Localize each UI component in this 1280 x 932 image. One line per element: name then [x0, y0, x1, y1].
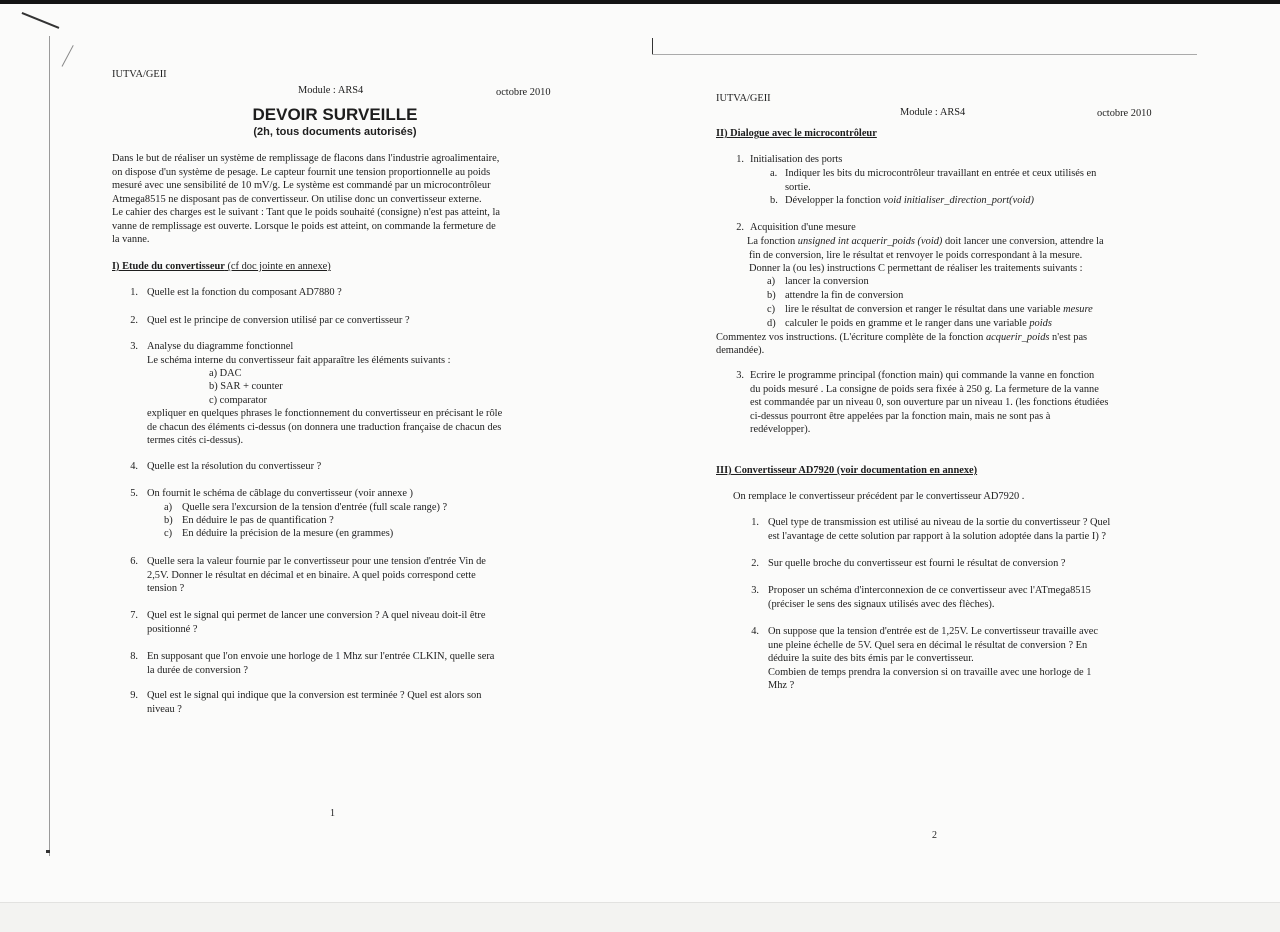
question-text: Acquisition d'une mesure: [750, 222, 856, 233]
section-1-title: I) Etude du convertisseur: [112, 261, 225, 272]
question-text: Sur quelle broche du convertisseur est fourni le résultat de conversion ?: [768, 558, 1066, 569]
comment-text: Commentez vos instructions. (L'écriture complète de la fonction: [716, 332, 986, 343]
question-number: 3.: [130, 341, 138, 352]
date-label: octobre 2010: [1097, 108, 1152, 119]
line-text: doit lancer une conversion, attendre la: [942, 236, 1104, 247]
section-2-heading: II) Dialogue avec le microcontrôleur: [716, 128, 877, 139]
section-1-note: (cf doc jointe en annexe): [224, 261, 331, 272]
question-text: Quel type de transmission est utilisé au niveau de la sortie du convertisseur ? Quel est l'avantage de cette solution par rapport à la solution adoptée dans la partie I) ?: [768, 517, 1111, 542]
page-title: DEVOIR SURVEILLE: [252, 105, 418, 124]
question-number: 3.: [736, 370, 744, 381]
comment-line: demandée).: [716, 345, 765, 356]
question-number: 2.: [736, 222, 744, 233]
function-name: void initialiser_direction_port(void): [883, 195, 1034, 206]
sub-letter: a.: [770, 168, 778, 179]
page-number: 1: [330, 808, 335, 819]
question-text: Quel est le signal qui permet de lancer une conversion ? A quel niveau doit-il être positionné ?: [147, 610, 486, 635]
scan-mark-dot: [46, 850, 50, 853]
sub-text: attendre la fin de conversion: [785, 290, 904, 301]
comment-line: [716, 331, 1087, 345]
sub-text: En déduire le pas de quantification ?: [182, 515, 334, 526]
element-item: c) comparator: [209, 395, 267, 406]
sub-text: En déduire la précision de la mesure (en grammes): [182, 528, 394, 539]
sub-letter: c): [164, 528, 173, 539]
question-number: 9.: [130, 690, 138, 701]
function-name: unsigned int acquerir_poids (void): [797, 236, 943, 247]
sub-text: lancer la conversion: [785, 276, 869, 287]
sub-text: Indiquer les bits du microcontrôleur travaillant en entrée et ceux utilisés en sortie.: [785, 168, 1097, 193]
variable-name: poids: [1029, 318, 1052, 329]
sub-text-label: lire le résultat de conversion et ranger le résultat dans une variable: [785, 304, 1064, 315]
question-text: Initialisation des ports: [750, 154, 843, 165]
page-1: [112, 0, 558, 900]
question-text: Proposer un schéma d'interconnexion de ce convertisseur avec l'ATmega8515 (préciser le sens des signaux utilisés avec des flèches).: [768, 585, 1091, 610]
question-line: fin de conversion, lire le résultat et renvoyer le poids correspondant à la mesure.: [749, 250, 1083, 261]
question-number: 4.: [130, 461, 138, 472]
element-item: b) SAR + counter: [209, 381, 283, 392]
question-text: On fournit le schéma de câblage du convertisseur (voir annexe ): [147, 488, 414, 499]
line-text: La fonction: [747, 236, 798, 247]
question-number: 1.: [736, 154, 744, 165]
question-number: 5.: [130, 488, 138, 499]
question-number: 6.: [130, 556, 138, 567]
question-number: 7.: [130, 610, 138, 621]
question-text: Quelle est la résolution du convertisseur ?: [147, 461, 322, 472]
question-number: 3.: [751, 585, 759, 596]
question-number: 1.: [751, 517, 759, 528]
sub-letter: a): [767, 276, 776, 287]
sub-letter: d): [767, 318, 776, 329]
question-3-explanation: expliquer en quelques phrases le fonctionnement du convertisseur en précisant le rôle de chacun des éléments ci-dessus (on donnera une traduction française de chacun des termes cités ci-dessus).: [147, 408, 503, 446]
question-text: Ecrire le programme principal (fonction main) qui commande la vanne en fonction du poids mesuré . La consigne de poids sera fixée à 250 g. La fermeture de la vanne est commandée par un niveau 0, son ouverture par un niveau 1. (les fonctions étudiées ci-dessus pourront être appelées par la fonction main, mais ne sont pas à redévelopper).: [750, 370, 1109, 435]
question-text: On suppose que la tension d'entrée est de 1,25V. Le convertisseur travaille avec une pleine échelle de 5V. Quel sera en décimal le résultat de conversion ? En déduire la suite des bits émis par le convertisseur. Combien de temps prendra la conversion si on travaille avec une horloge de 1 Mhz ?: [768, 626, 1099, 691]
question-text: Quel est le signal qui indique que la conversion est terminée ? Quel est alors son niveau ?: [147, 690, 482, 715]
sub-text: [785, 303, 1093, 317]
module-label: Module : ARS4: [900, 107, 966, 118]
function-name: acquerir_poids: [985, 332, 1050, 343]
institution: IUTVA/GEII: [716, 93, 771, 104]
section-1-heading: [112, 260, 331, 274]
question-number: 8.: [130, 651, 138, 662]
page-number: 2: [932, 830, 937, 841]
module-label: Module : ARS4: [298, 85, 364, 96]
scan-bracket-v: [652, 38, 653, 54]
institution: IUTVA/GEII: [112, 69, 167, 80]
date-label: octobre 2010: [496, 87, 551, 98]
section-3-intro: On remplace le convertisseur précédent par le convertisseur AD7920 .: [733, 491, 1025, 502]
section-3-heading: III) Convertisseur AD7920 (voir documentation en annexe): [716, 465, 978, 476]
intro-paragraph: Dans le but de réaliser un système de remplissage de flacons dans l'industrie agroalimentaire, on dispose d'un système de pesage. Le capteur fournit une tension proportionnelle au poids mesuré avec une sensibilité de 10 mV/g. Le système est commandé par un microcontrôleur Atmega8515 ne disposant pas de convertisseur. On utilise donc un convertisseur externe. Le cahier des charges est le suivant : Tant que le poids souhaité (consigne) n'est pas atteint, la vanne de remplissage est ouverte. Lorsque le poids est atteint, on commande la fermeture de la vanne.: [112, 153, 500, 245]
page-2: [714, 0, 1164, 900]
question-number: 4.: [751, 626, 759, 637]
sub-text-label: Développer la fonction: [785, 195, 884, 206]
question-text: Quel est le principe de conversion utilisé par ce convertisseur ?: [147, 315, 410, 326]
question-number: 2.: [130, 315, 138, 326]
scan-mark-diagonal: [22, 12, 60, 28]
question-text: Analyse du diagramme fonctionnel Le schéma interne du convertisseur fait apparaître les éléments suivants :: [147, 341, 451, 366]
question-number: 2.: [751, 558, 759, 569]
sub-text: [785, 194, 1034, 208]
sub-letter: b.: [770, 195, 778, 206]
question-line: Donner la (ou les) instructions C permettant de réaliser les traitements suivants :: [749, 263, 1083, 274]
sub-letter: a): [164, 502, 173, 513]
comment-text: n'est pas: [1049, 332, 1088, 343]
page-subtitle: (2h, tous documents autorisés): [253, 126, 417, 138]
sub-text-label: calculer le poids en gramme et le ranger dans une variable: [785, 318, 1030, 329]
sub-letter: c): [767, 304, 776, 315]
question-text: Quelle est la fonction du composant AD7880 ?: [147, 287, 342, 298]
sub-letter: b): [767, 290, 776, 301]
question-line: [747, 235, 1104, 249]
scan-bottom-edge: [0, 902, 1280, 932]
question-text: Quelle sera la valeur fournie par le convertisseur pour une tension d'entrée Vin de 2,5V. Donner le résultat en décimal et en binaire. A quel poids correspond cette tension ?: [147, 556, 486, 594]
sub-text: Quelle sera l'excursion de la tension d'entrée (full scale range) ?: [182, 502, 448, 513]
sub-letter: b): [164, 515, 173, 526]
question-text: En supposant que l'on envoie une horloge de 1 Mhz sur l'entrée CLKIN, quelle sera la durée de conversion ?: [147, 651, 495, 676]
sub-text: [785, 317, 1052, 331]
scan-mark-vertical: [49, 36, 50, 856]
variable-name: mesure: [1063, 304, 1093, 315]
question-number: 1.: [130, 287, 138, 298]
element-item: a) DAC: [209, 368, 242, 379]
scan-mark-slash: [62, 45, 74, 67]
